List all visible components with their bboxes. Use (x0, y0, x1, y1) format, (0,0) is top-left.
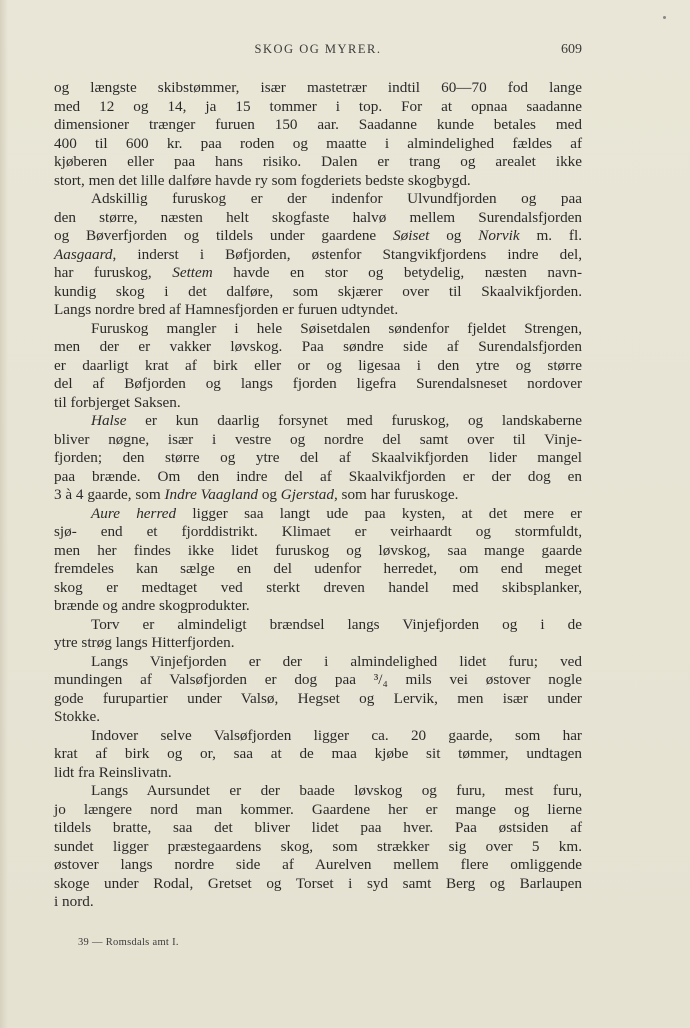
text-line (54, 357, 582, 376)
text-segment: , som har furuskoge. (333, 486, 459, 503)
text-segment: krat af birk og or, saa at de maa kjøbe sit tømmer, undtagen (54, 745, 582, 762)
text-line (54, 505, 582, 524)
text-segment: den større, næsten helt skogfaste halvø mellem Surendalsfjorden (54, 208, 582, 226)
text-segment: paa brænde. Om den indre del af Skaalvikfjorden er der dog en (54, 467, 582, 485)
text-line (54, 801, 582, 820)
text-line (54, 116, 582, 135)
text-line (54, 153, 582, 172)
text-segment: er daarligt krat af birk eller or og ligesaa i den ytre og større (54, 356, 582, 374)
text-segment: skog er medtaget ved sterkt dreven handel med skibsplanker, (54, 578, 582, 596)
text-segment: Furuskog mangler i hele Søisetdalen søndenfor fjeldet Strengen, (91, 319, 582, 337)
text-segment: sundet ligger præstegaardens skog, som strækker sig over 5 km. (54, 837, 582, 855)
text-line (54, 838, 582, 857)
place-name-italic: Settem (172, 264, 213, 281)
text-line (54, 135, 582, 154)
text-segment: tildels bratte, saa det bliver lidet paa hver. Paa østsiden af (54, 819, 582, 836)
text-segment: jo længere nord man kommer. Gaardene her er mange og lierne (54, 800, 582, 818)
place-name-italic: Gjerstad (280, 486, 334, 503)
text-segment: Langs Vinjefjorden er der i almindelighed lidet furu; ved (91, 652, 582, 670)
text-segment: Adskillig furuskog er der indenfor Ulvundfjorden og paa (91, 190, 582, 207)
text-line (54, 338, 582, 357)
text-line (54, 412, 582, 431)
text-segment: og længste skibstømmer, især mastetrær indtil 60—70 fod lange (54, 79, 582, 96)
text-segment: kjøberen eller paa hans risiko. Dalen er trang og arealet ikke (54, 153, 582, 170)
place-name-italic: Indre Vaagland (164, 486, 259, 503)
text-line (54, 597, 582, 616)
text-line (54, 79, 582, 98)
text-segment: og (429, 227, 479, 244)
text-line (54, 542, 582, 561)
text-segment: del af Bøfjorden og langs fjorden ligefra Surendalsneset nordover (54, 375, 582, 392)
text-segment: men her findes ikke lidet furuskog og løvskog, saa mange gaarde (54, 541, 582, 559)
text-line (54, 375, 582, 394)
text-line (54, 449, 582, 468)
text-line (54, 227, 582, 246)
footnote: 39 — Romsdals amt I. (78, 937, 179, 948)
text-line (54, 301, 582, 320)
text-line (54, 708, 582, 727)
text-line (54, 671, 582, 690)
place-name-italic: Halse (91, 412, 127, 429)
text-line (54, 246, 582, 265)
text-segment: med 12 og 14, ja 15 tommer i top. For at opnaa saadanne (54, 97, 582, 115)
text-line (54, 486, 582, 505)
text-line (54, 727, 582, 746)
text-segment: fjorden; den større og ytre del af Skaalvikfjorden lider mangel (54, 449, 582, 466)
text-line (54, 431, 582, 450)
text-line (54, 523, 582, 542)
text-line (54, 819, 582, 838)
text-segment: i nord. (54, 893, 94, 910)
text-segment: ligger saa langt ude paa kysten, at det mere er (176, 504, 582, 522)
text-segment: Stokke. (54, 708, 100, 725)
text-line (54, 875, 582, 894)
text-segment: gode furupartier under Valsø, Hegset og Lervik, men især under (54, 689, 582, 707)
text-line (54, 653, 582, 672)
text-segment: østover langs nordre side af Aurelven mellem flere omliggende (54, 856, 582, 873)
text-segment: og (258, 486, 281, 503)
text-segment: stort, men det lille dalføre havde ry som fogderiets bedste skogbygd. (54, 171, 471, 189)
text-segment: har furuskog, (54, 264, 173, 281)
text-segment: men der er vakker løvskog. Paa søndre side af Surendalsfjorden (54, 338, 582, 355)
text-segment: mundingen af Valsøfjorden er dog paa ³/₄ mils vei østover nogle (54, 671, 582, 688)
text-segment: Langs nordre bred af Hamnesfjorden er furuen udtyndet. (54, 301, 399, 318)
text-segment: dimensioner trænger furuen 150 aar. Saadanne kunde betales med (54, 116, 582, 133)
place-name-italic: Norvik (478, 227, 520, 244)
text-line (54, 468, 582, 487)
text-line (54, 283, 582, 302)
text-segment: og Bøverfjorden og tildels under gaardene (54, 227, 394, 244)
text-line (54, 782, 582, 801)
text-line (54, 172, 582, 191)
body-text (54, 79, 582, 912)
text-segment: sjø- end et fjorddistrikt. Klimaet er veirhaardt og stormfuldt, (54, 523, 582, 540)
text-segment: havde en stor og betydelig, næsten navn- (212, 264, 582, 281)
text-segment: ytre strøg langs Hitterfjorden. (54, 634, 235, 651)
text-segment: 3 à 4 gaarde, som (54, 486, 165, 503)
place-name-italic: Aure herred (91, 504, 177, 522)
text-line (54, 98, 582, 117)
text-segment: til forbjerget Saksen. (54, 393, 181, 411)
text-segment: 400 til 600 kr. paa roden og maatte i almindelighed fældes af (54, 134, 582, 152)
text-line (54, 264, 582, 283)
text-line (54, 616, 582, 635)
place-name-italic: Søiset (393, 227, 430, 244)
text-segment: lidt fra Reinslivatn. (54, 763, 172, 781)
text-line (54, 190, 582, 209)
text-line (54, 560, 582, 579)
text-line (54, 745, 582, 764)
text-segment: bliver nøgne, især i vestre og nordre del samt over til Vinje- (54, 430, 582, 448)
scan-speck (663, 16, 666, 19)
text-segment: , inderst i Bøfjorden, østenfor Stangvikfjordens indre del, (112, 245, 582, 263)
text-segment: skoge under Rodal, Gretset og Torset i syd samt Berg og Barlaupen (54, 874, 582, 892)
text-line (54, 856, 582, 875)
page-number: 609 (561, 42, 582, 57)
text-line (54, 579, 582, 598)
text-segment: er kun daarlig forsynet med furuskog, og landskaberne (126, 412, 582, 429)
text-line (54, 394, 582, 413)
text-segment: brænde og andre skogprodukter. (54, 597, 250, 614)
text-segment: Torv er almindeligt brændsel langs Vinjefjorden og i de (91, 615, 582, 633)
text-line (54, 209, 582, 228)
place-name-italic: Aasgaard (54, 245, 113, 263)
text-segment: kundig skog i det dalføre, som skjærer over til Skaalvikfjorden. (54, 282, 582, 300)
text-segment: m. fl. (519, 227, 583, 244)
text-segment: fremdeles kan sælge en del udenfor herredet, om end meget (54, 560, 582, 577)
text-segment: Langs Aursundet er der baade løvskog og furu, mest furu, (91, 782, 582, 799)
text-segment: Indover selve Valsøfjorden ligger ca. 20 gaarde, som har (91, 726, 582, 744)
text-line (54, 634, 582, 653)
page-header (54, 42, 582, 62)
text-line (54, 690, 582, 709)
text-line (54, 320, 582, 339)
text-line (54, 893, 582, 912)
running-head: SKOG OG MYRER. (254, 42, 382, 56)
text-line (54, 764, 582, 783)
